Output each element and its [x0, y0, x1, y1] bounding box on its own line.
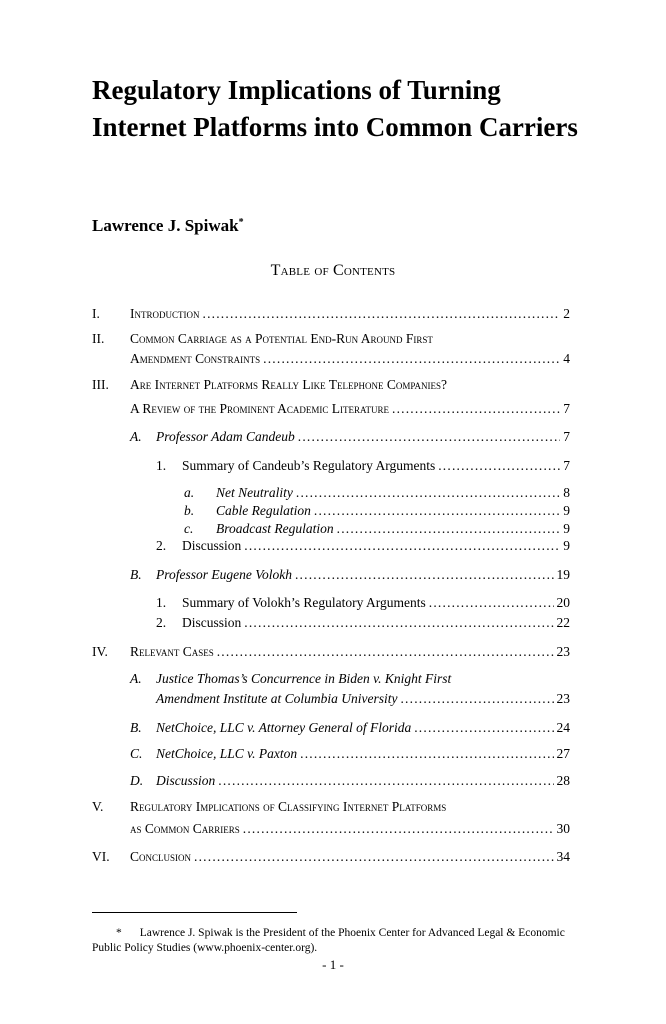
- toc-entry[interactable]: [92, 305, 570, 323]
- toc-leader: [203, 305, 561, 323]
- toc-leader: [300, 745, 553, 763]
- toc-leader: [244, 537, 560, 555]
- toc-page: 34: [556, 849, 570, 864]
- toc-text-line1: Justice Thomas’s Concurrence in Biden v. Knight First: [156, 671, 452, 686]
- toc-text: Discussion: [182, 615, 242, 630]
- toc-page: 7: [563, 401, 570, 416]
- toc-number: A.: [130, 429, 142, 444]
- author-name: Lawrence J. Spiwak: [92, 216, 239, 235]
- toc-entry[interactable]: [184, 484, 570, 502]
- toc-leader: [194, 848, 553, 866]
- toc-text: Introduction: [130, 306, 200, 321]
- toc-entry-continued[interactable]: [130, 350, 570, 368]
- toc-entry[interactable]: [184, 502, 570, 520]
- toc-number: V.: [92, 799, 104, 814]
- toc-text: Discussion: [156, 773, 216, 788]
- toc-leader: [298, 428, 560, 446]
- toc-number: IV.: [92, 644, 108, 659]
- toc-number: VI.: [92, 849, 110, 864]
- toc-text-line1: Common Carriage as a Potential End-Run Around First: [130, 331, 433, 346]
- footnote: [92, 926, 572, 956]
- toc-entry[interactable]: [92, 643, 570, 661]
- toc-page: 7: [563, 458, 570, 473]
- toc-text: Discussion: [182, 538, 242, 553]
- toc-entry[interactable]: [92, 330, 570, 348]
- toc-number: c.: [184, 521, 194, 536]
- toc-text-line1: Regulatory Implications of Classifying Internet Platforms: [130, 799, 447, 814]
- toc-page: 23: [556, 691, 570, 706]
- toc-text: Cable Regulation: [216, 503, 311, 518]
- toc-heading: Table of Contents: [270, 262, 396, 279]
- toc-page: 27: [556, 746, 570, 761]
- toc-number: B.: [130, 567, 142, 582]
- toc-page: 28: [556, 773, 570, 788]
- toc-entry[interactable]: [130, 772, 570, 790]
- toc-entry[interactable]: [92, 376, 570, 394]
- toc-number: C.: [130, 746, 143, 761]
- toc-leader: [218, 772, 553, 790]
- toc-number: a.: [184, 485, 195, 500]
- toc-entry[interactable]: [156, 594, 570, 612]
- toc-leader: [263, 350, 560, 368]
- toc-number: III.: [92, 377, 109, 392]
- toc-text-line2: Amendment Institute at Columbia University: [156, 691, 398, 706]
- toc-text: NetChoice, LLC v. Paxton: [156, 746, 298, 761]
- toc-text: Professor Adam Candeub: [156, 429, 295, 444]
- toc-page: 20: [556, 595, 570, 610]
- toc-page: 19: [556, 567, 570, 582]
- toc-page: 30: [556, 821, 570, 836]
- toc-leader: [400, 690, 553, 708]
- toc-page: 7: [563, 429, 570, 444]
- toc-entry[interactable]: [130, 566, 570, 584]
- toc-text: Broadcast Regulation: [216, 521, 334, 536]
- footnote-text: Lawrence J. Spiwak is the President of the Phoenix Center for Advanced Legal & Economic Public Policy Studies (www.phoenix-center.org).: [92, 927, 565, 954]
- toc-text: NetChoice, LLC v. Attorney General of Florida: [156, 720, 412, 735]
- toc-page: 22: [556, 615, 570, 630]
- footnote-mark: *: [116, 927, 122, 939]
- toc-text: Relevant Cases: [130, 644, 214, 659]
- toc-page: 9: [563, 503, 570, 518]
- toc-number: A.: [130, 671, 142, 686]
- toc-entry[interactable]: [130, 719, 570, 737]
- toc-entry[interactable]: [156, 614, 570, 632]
- toc-text-line2: Amendment Constraints: [130, 351, 261, 366]
- toc-entry[interactable]: [92, 798, 570, 816]
- toc-text: Professor Eugene Volokh: [156, 567, 292, 582]
- toc-page: 4: [563, 351, 570, 366]
- toc-text: Summary of Volokh’s Regulatory Arguments: [182, 595, 426, 610]
- toc-page: 9: [563, 538, 570, 553]
- toc-number: 1.: [156, 595, 167, 610]
- author-line: [92, 212, 244, 237]
- toc-leader: [217, 643, 554, 661]
- toc-number: 2.: [156, 615, 167, 630]
- toc-leader: [438, 457, 560, 475]
- toc-entry[interactable]: [156, 457, 570, 475]
- toc-entry-continued[interactable]: [130, 400, 570, 418]
- toc-leader: [314, 502, 560, 520]
- toc-entry-continued[interactable]: [130, 820, 570, 838]
- toc-text: Net Neutrality: [216, 485, 293, 500]
- toc-text: Conclusion: [130, 849, 192, 864]
- toc-entry[interactable]: [130, 670, 570, 688]
- toc-leader: [429, 594, 554, 612]
- toc-entry[interactable]: [92, 848, 570, 866]
- footnote-divider: [92, 912, 297, 913]
- toc-number: D.: [130, 773, 144, 788]
- author-footnote-mark[interactable]: *: [238, 217, 244, 228]
- toc-number: b.: [184, 503, 195, 518]
- toc-entry[interactable]: [130, 745, 570, 763]
- toc-text-line2: A Review of the Prominent Academic Literature: [130, 401, 389, 416]
- toc-leader: [244, 614, 553, 632]
- toc-leader: [243, 820, 554, 838]
- toc-leader: [414, 719, 553, 737]
- toc-number: I.: [92, 306, 100, 321]
- toc-text: Summary of Candeub’s Regulatory Arguments: [182, 458, 436, 473]
- toc-page: 9: [563, 521, 570, 536]
- toc-leader: [337, 520, 561, 538]
- toc-number: 1.: [156, 458, 167, 473]
- toc-entry[interactable]: [130, 428, 570, 446]
- toc-page: 23: [556, 644, 570, 659]
- toc-page: 8: [563, 485, 570, 500]
- toc-leader: [392, 400, 560, 418]
- toc-page: 24: [556, 720, 570, 735]
- toc-number: B.: [130, 720, 142, 735]
- page-number: - 1 -: [322, 957, 344, 972]
- toc-leader: [295, 566, 554, 584]
- toc-entry-continued[interactable]: [156, 690, 570, 708]
- toc-entry[interactable]: [156, 537, 570, 555]
- toc-page: 2: [563, 306, 570, 321]
- toc-entry[interactable]: [184, 520, 570, 538]
- toc-text-line2: as Common Carriers: [130, 821, 240, 836]
- toc-number: 2.: [156, 538, 167, 553]
- toc-leader: [296, 484, 560, 502]
- toc-text-line1: Are Internet Platforms Really Like Telephone Companies?: [130, 377, 448, 392]
- toc-number: II.: [92, 331, 105, 346]
- document-title: Regulatory Implications of Turning Internet Platforms into Common Carriers: [92, 75, 578, 142]
